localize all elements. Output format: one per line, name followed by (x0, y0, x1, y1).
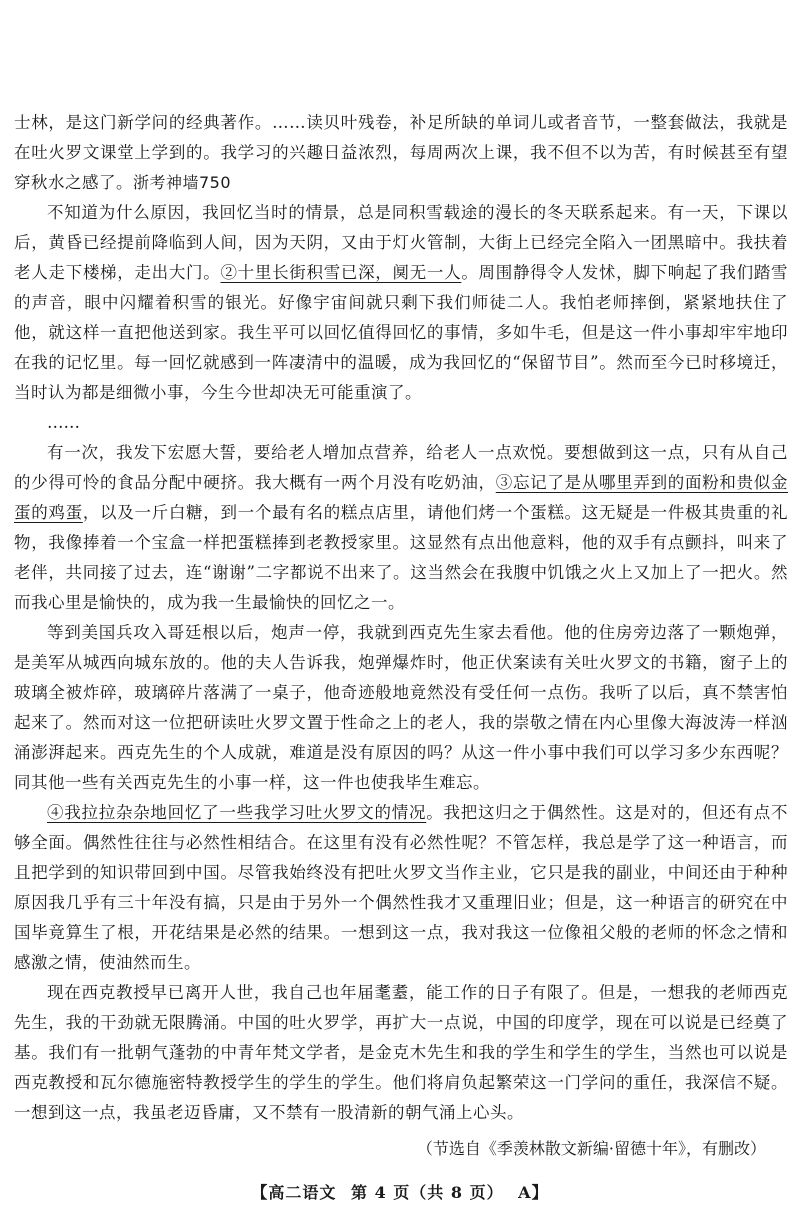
paragraph-2 (14, 198, 788, 408)
paragraph-6: 现在西克教授早已离开人世，我自己也年届耄耋，能工作的日子有限了。但是，一想我的老师西克先生，我的干劲就无限腾涌。中国的吐火罗学，再扩大一点说，中国的印度学，现在可以说是已经奠了基。我们有一批朝气蓬勃的中青年梵文学者，是金克木先生和我的学生和学生的学生，当然也可以说是西克教授和瓦尔德施密特教授学生的学生的学生。他们将肩负起繁荣这一门学问的重任，我深信不疑。一想到这一点，我虽老迈昏庸，又不禁有一股清新的朝气涌上心头。 (14, 983, 788, 1122)
paragraph-2-text-a: 不知道为什么原因，我回忆当时的情景，总是同积雪载途的漫长的冬天联系起来。有一天，下课以后，黄昏已经提前降临到人间，因为天阴，又由于灯火管制，大街上已经完全陷入一团黑暗中。我扶着老人走下楼梯，走出大门。 (14, 203, 788, 282)
source-citation: （节选自《季羡林散文新编·留德十年》，有删改） (416, 1139, 766, 1158)
paragraph-3-text-b: ，以及一斤白糖，到一个最有名的糕点店里，请他们烤一个蛋糕。这无疑是一件极其贵重的礼物，我像捧着一个宝盒一样把蛋糕捧到老教授家里。这显然有点出他意料，他的双手有点颤抖，叫来了老伴，共同接了过去，连“谢谢”二字都说不出来了。这当然会在我腹中饥饿之火上又加上了一把火。然而我心里是愉快的，成为我一生最愉快的回忆之一。 (14, 503, 789, 612)
paragraph-1 (14, 108, 788, 198)
underlined-sentence-2: ②十里长街积雪已深，阒无一人 (220, 263, 462, 282)
footer-page-number: 第 4 页（共 8 页） (351, 1183, 504, 1202)
omission-ellipsis: …… (47, 413, 80, 432)
paragraph-5 (14, 798, 788, 978)
page-footer (0, 1180, 800, 1203)
paragraph-3 (14, 438, 788, 618)
paragraph-3-text-a: 有一次，我发下宏愿大誓，要给老人增加点营养，给老人一点欢悦。要想做到这一点，只有从自己的少得可怜的食品分配中硬挤。我大概有一两个月没有吃奶油， (14, 443, 788, 492)
paragraph-1-text: 士林，是这门新学问的经典著作。……读贝叶残卷，补足所缺的单词儿或者音节，一整套做法，我就是在吐火罗文课堂上学到的。我学习的兴趣日益浓烈，每周两次上课，我不但不以为苦，有时候甚至有望穿秋水之感了。 (14, 113, 788, 192)
underlined-sentence-4: ④我拉拉杂杂地回忆了一些我学习吐火罗文的情况 (47, 803, 427, 822)
watermark-note: 浙考神墙750 (133, 173, 232, 192)
footer-version: A】 (518, 1183, 549, 1202)
paragraph-5-text-b: 。我把这归之于偶然性。这是对的，但还有点不够全面。偶然性往往与必然性相结合。在这里有没有必然性呢？不管怎样，我总是学了这一种语言，而且把学到的知识带回到中国。尽管我始终没有把吐火罗文当作主业，它只是我的副业，中间还由于种种原因我几乎有三十年没有搞，只是由于另外一个偶然性我才又重理旧业；但是，这一种语言的研究在中国毕竟算生了根，开花结果是必然的结果。一想到这一点，我对我这一位像祖父般的老师的怀念之情和感激之情，使油然而生。 (14, 803, 789, 972)
footer-subject: 【高二语文 (251, 1183, 337, 1202)
paragraph-4: 等到美国兵攻入哥廷根以后，炮声一停，我就到西克先生家去看他。他的住房旁边落了一颗炮弹，是美军从城西向城东放的。他的夫人告诉我，炮弹爆炸时，他正伏案读有关吐火罗文的书籍，窗子上的玻璃全被炸碎，玻璃碎片落满了一桌子，他奇迹般地竟然没有受任何一点伤。我听了以后，真不禁害怕起来了。然而对这一位把研读吐火罗文置于性命之上的老人，我的崇敬之情在内心里像大海波涛一样汹涌澎湃起来。西克先生的个人成就，难道是没有原因的吗？从这一件小事中我们可以学习多少东西呢？同其他一些有关西克先生的小事一样，这一件也使我毕生难忘。 (14, 623, 788, 792)
underlined-sentence-3: ③忘记了是从哪里弄到的面粉和贵似金蛋的鸡蛋 (14, 473, 789, 522)
paragraph-2-text-b: 。周围静得令人发怵，脚下响起了我们踏雪的声音，眼中闪耀着积雪的银光。好像宇宙间就只剩下我们师徒二人。我怕老师摔倒，紧紧地扶住了他，就这样一直把他送到家。我生平可以回忆值得回忆的事情，多如牛毛，但是这一件小事却牢牢地印在我的记忆里。每一回忆就感到一阵凄清中的温暖，成为我回忆的“保留节目”。然而至今已时移境迁，当时认为都是细微小事，今生今世却决无可能重演了。 (14, 263, 789, 402)
